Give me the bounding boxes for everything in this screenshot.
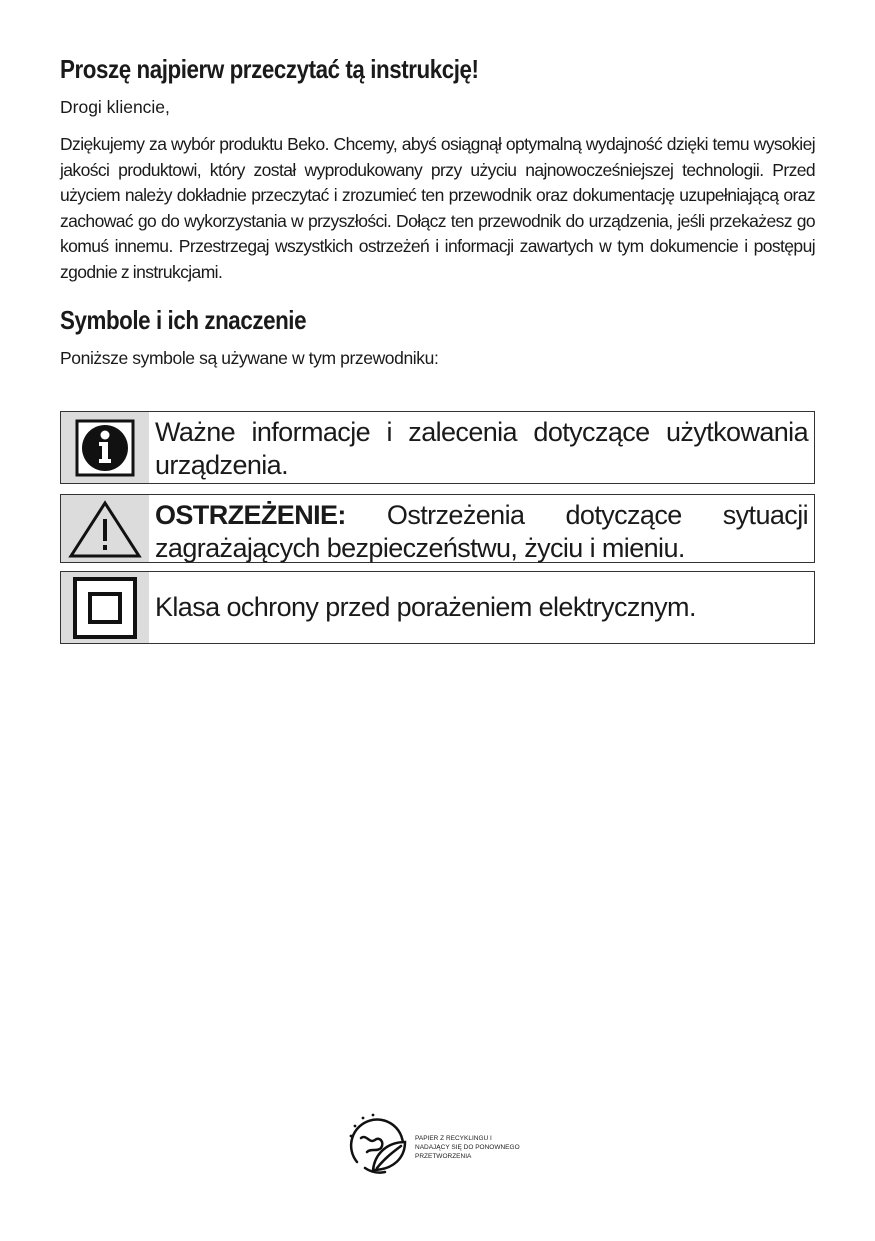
greeting: Drogi kliencie, [60, 97, 170, 117]
footer-line: NADAJĄCY SIĘ DO PONOWNEGO [415, 1144, 520, 1151]
symbol-text-warning [149, 495, 814, 562]
page-title: Proszę najpierw przeczytać tą instrukcję! [60, 54, 479, 84]
footer-line: PRZETWORZENIA [415, 1153, 472, 1160]
recycled-paper-text [415, 1134, 545, 1161]
symbol-text-protection-class: Klasa ochrony przed porażeniem elektrycznym. [155, 592, 696, 622]
symbols-intro: Poniższe symbole są używane w tym przewodniku: [60, 348, 439, 368]
symbols-heading: Symbole i ich znaczenie [60, 305, 307, 335]
footer-line: PAPIER Z RECYKLINGU I [415, 1135, 492, 1142]
double-insulation-icon [61, 572, 149, 643]
recycled-paper-icon [345, 1112, 409, 1178]
symbol-text-info: Ważne informacje i zalecenia dotyczące użytkowania urządzenia. [155, 417, 808, 480]
warning-triangle-icon [61, 495, 149, 562]
warning-label: OSTRZEŻENIE: [155, 500, 346, 530]
symbol-row-protection-class [60, 571, 815, 644]
warning-description: Ostrzeżenia dotyczące sytuacji zagrażających bezpieczeństwu, życiu i mieniu. [155, 500, 808, 563]
recycled-paper-note [345, 1112, 545, 1182]
info-icon [61, 412, 149, 483]
intro-paragraph: Dziękujemy za wybór produktu Beko. Chcemy, abyś osiągnął optymalną wydajność dzięki temu wysokiej jakości produktowi, który został wyprodukowany przy użyciu najnowocześniejszej technologii. Przed użyciem należy dokładnie przeczytać i zrozumieć ten przewodnik oraz dokumentację uzupełniającą oraz zachować go do wykorzystania w przyszłości. Dołącz ten przewodnik do urządzenia, jeśli przekażesz go komuś innemu. Przestrzegaj wszystkich ostrzeżeń i informacji zawartych w tym dokumencie i postępuj zgodnie z instrukcjami. [60, 134, 815, 282]
symbol-row-info [60, 411, 815, 484]
symbol-row-warning [60, 494, 815, 563]
